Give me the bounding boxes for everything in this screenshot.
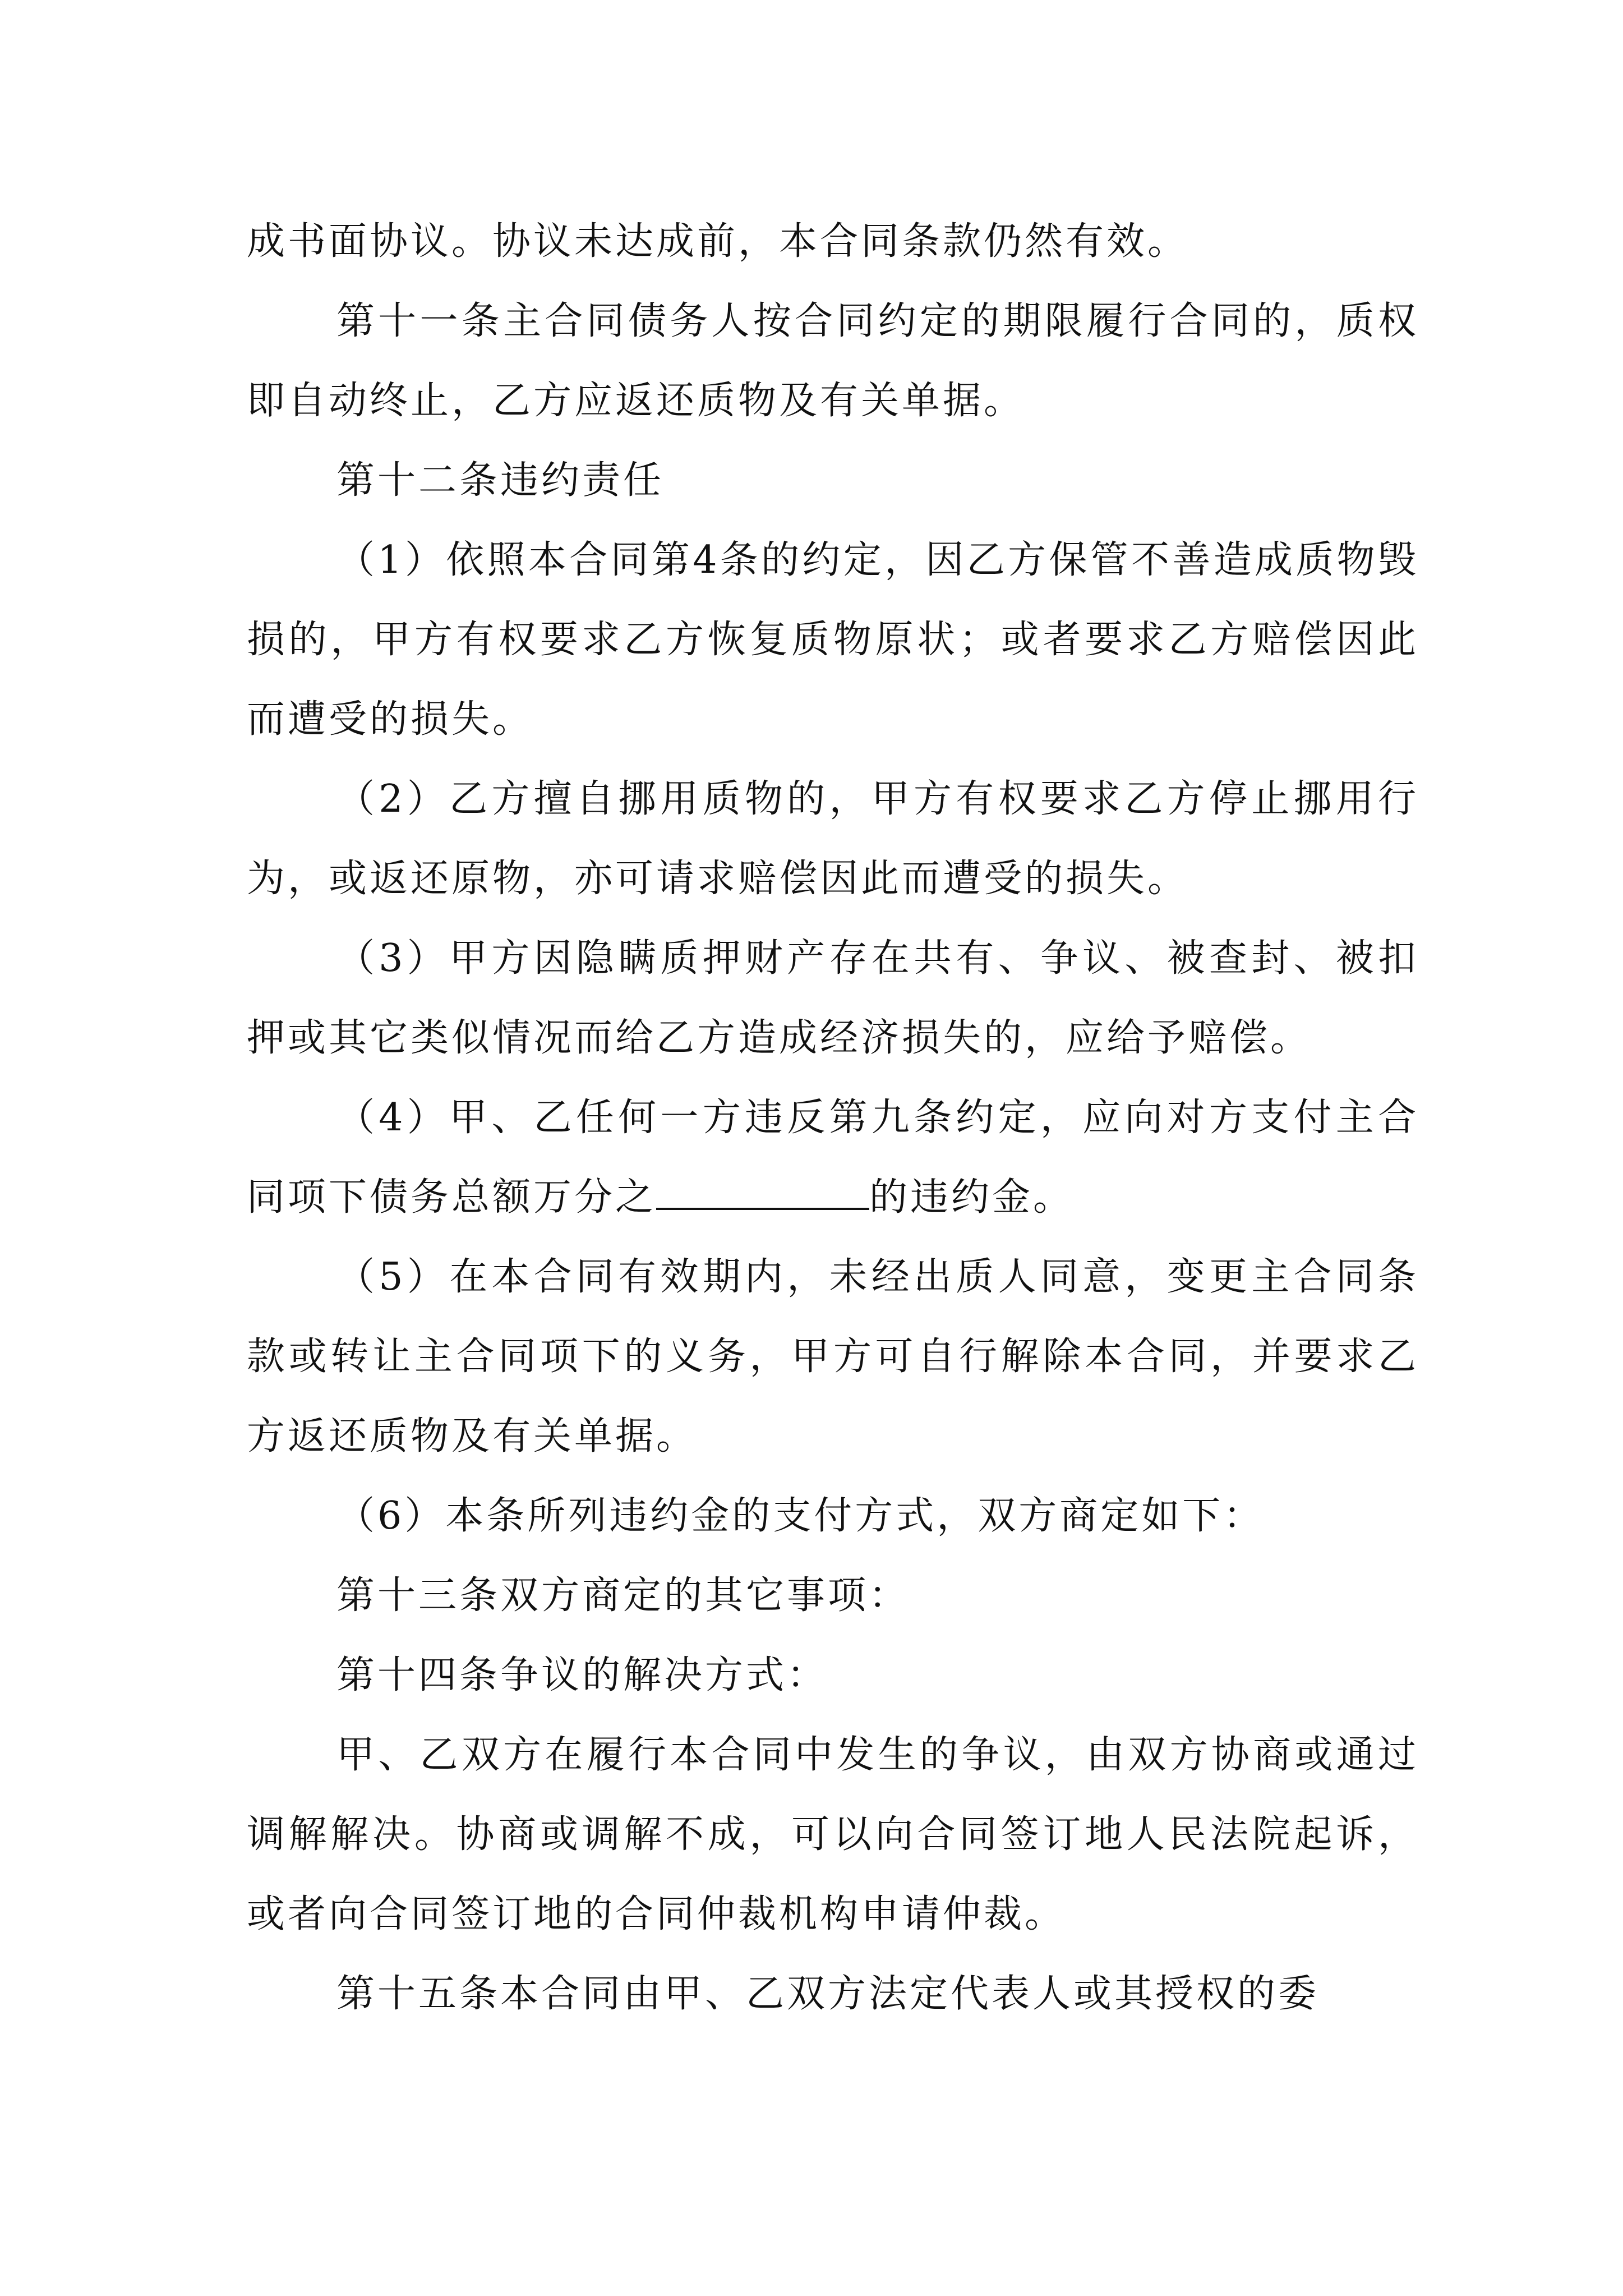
article-12-item-6: （6）本条所列违约金的支付方式，双方商定如下： [336,1494,1265,1538]
article-12-item-3: （3）甲方因隐瞒质押财产存在共有、争议、被查封、被扣押或其它类似情况而给乙方造成经济损失的，应给予赔偿。 [247,936,1419,1060]
article-12-item-2: （2）乙方擅自挪用质物的，甲方有权要求乙方停止挪用行为，或返还原物，亦可请求赔偿因此而遭受的损失。 [247,777,1419,901]
article-12-item-1: （1）依照本合同第4条的约定，因乙方保管不善造成质物毁损的，甲方有权要求乙方恢复质物原状；或者要求乙方赔偿因此而遭受的损失。 [247,538,1419,742]
contract-body [247,202,1419,2034]
article-11-paragraph: 第十一条主合同债务人按合同约定的期限履行合同的，质权即自动终止，乙方应返还质物及有关单据。 [247,299,1419,423]
penalty-clause-text-before: （4）甲、乙任何一方违反第九条约定，应向对方支付主合同项下债务总额万分之 [247,1096,1419,1220]
paragraph-continuation: 成书面协议。协议未达成前，本合同条款仍然有效。 [247,219,1189,264]
article-12-item-4 [247,1078,1419,1237]
article-12-heading: 第十二条违约责任 [336,458,665,503]
article-14-paragraph: 甲、乙双方在履行本合同中发生的争议，由双方协商或通过调解解决。协商或调解不成，可以向合同签订地人民法院起诉，或者向合同签订地的合同仲裁机构申请仲裁。 [247,1733,1419,1936]
article-15-paragraph: 第十五条本合同由甲、乙双方法定代表人或其授权的委 [336,1972,1320,2016]
article-12-item-5: （5）在本合同有效期内，未经出质人同意，变更主合同条款或转让主合同项下的义务，甲方可自行解除本合同，并要求乙方返还质物及有关单据。 [247,1255,1419,1458]
article-13-heading: 第十三条双方商定的其它事项： [336,1573,910,1618]
article-14-heading: 第十四条争议的解决方式： [336,1653,828,1697]
penalty-clause-text-after: 的违约金。 [869,1175,1075,1220]
penalty-rate-blank-line [656,1173,869,1210]
